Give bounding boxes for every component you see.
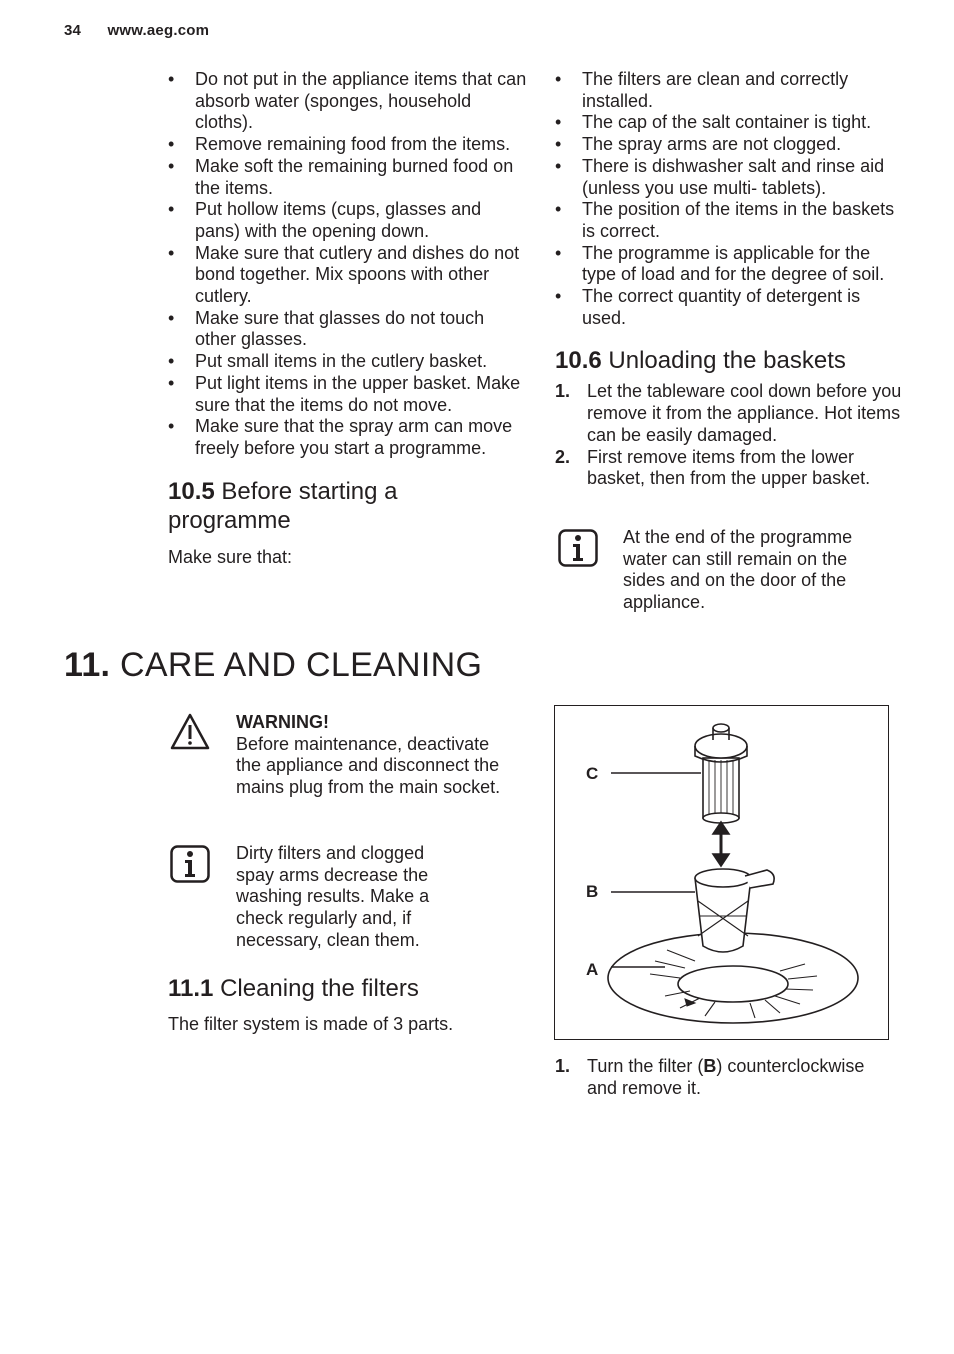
list-item: • Remove remaining food from the items. — [168, 134, 528, 156]
filter-system-figure — [554, 705, 889, 1040]
list-item: • The filters are clean and correctly installed. — [555, 69, 905, 112]
list-item: • Put small items in the cutlery basket. — [168, 351, 528, 373]
page-header — [64, 22, 231, 39]
info-icon — [558, 529, 598, 572]
section-intro: Make sure that: — [168, 546, 293, 567]
list-item: • The spray arms are not clogged. — [555, 134, 905, 156]
warning-title: WARNING! — [236, 712, 329, 732]
right-column — [555, 69, 905, 490]
list-item: • Do not put in the appliance items that can absorb water (sponges, household cloths). — [168, 69, 528, 134]
list-item: 1. Let the tableware cool down before you remove it from the appliance. Hot items can be easily damaged. — [555, 381, 902, 445]
list-item: • The position of the items in the baskets is correct. — [555, 199, 905, 242]
list-item: • The cap of the salt container is tight. — [555, 112, 905, 134]
filter-steps — [555, 1056, 895, 1099]
figure-label-a: A — [586, 960, 599, 979]
unloading-steps — [555, 381, 905, 490]
section-heading-11-1: 11.1 Cleaning the filters — [168, 975, 419, 1002]
list-item: • Make sure that the spray arm can move freely before you start a programme. — [168, 416, 528, 459]
left-column — [168, 69, 528, 568]
list-item: • The correct quantity of detergent is used. — [555, 286, 905, 329]
section-intro: The filter system is made of 3 parts. — [168, 1014, 454, 1034]
website-link[interactable]: www.aeg.com — [107, 22, 210, 39]
section-heading-10-6: 10.6 Unloading the baskets — [555, 347, 846, 375]
list-item: • Make sure that glasses do not touch other glasses. — [168, 308, 528, 351]
list-item: • Make soft the remaining burned food on the items. — [168, 156, 528, 199]
warning-icon — [170, 713, 210, 756]
warning-text: Before maintenance, deactivate the appliance and disconnect the mains plug from the main socket. — [236, 733, 501, 798]
list-item: • There is dishwasher salt and rinse aid (unless you use multi- tablets). — [555, 156, 905, 199]
figure-label-b: B — [586, 882, 599, 901]
page-number: 34 — [64, 22, 82, 39]
section-11-1 — [168, 974, 528, 1036]
checklist — [555, 69, 905, 329]
loading-tips-list — [168, 69, 528, 460]
info-icon — [170, 845, 210, 888]
list-item: 1. Turn the filter (B) counterclockwise and remove it. — [555, 1056, 865, 1098]
list-item: • Put light items in the upper basket. Make sure that the items do not move. — [168, 373, 528, 416]
list-item: • Make sure that cutlery and dishes do not bond together. Mix spoons with other cutlery. — [168, 243, 528, 308]
info-note-text: At the end of the programme water can still remain on the sides and on the door of the appliance. — [623, 527, 853, 613]
filter-system-illustration — [555, 706, 888, 1039]
warning-block — [236, 712, 501, 799]
filter-removal-step — [555, 1056, 895, 1099]
info-note-text: Dirty filters and clogged spay arms decrease the washing results. Make a check regularly and, if necessary, clean them. — [236, 843, 430, 950]
figure-label-c: C — [586, 764, 599, 783]
list-item: • Put hollow items (cups, glasses and pans) with the opening down. — [168, 199, 528, 242]
chapter-title: 11. CARE AND CLEANING — [64, 646, 483, 684]
list-item: 2. First remove items from the lower basket, then from the upper basket. — [555, 446, 871, 489]
list-item: • The programme is applicable for the type of load and for the degree of soil. — [555, 243, 905, 286]
section-heading-10-5: 10.5 Before starting a programme — [168, 477, 398, 534]
